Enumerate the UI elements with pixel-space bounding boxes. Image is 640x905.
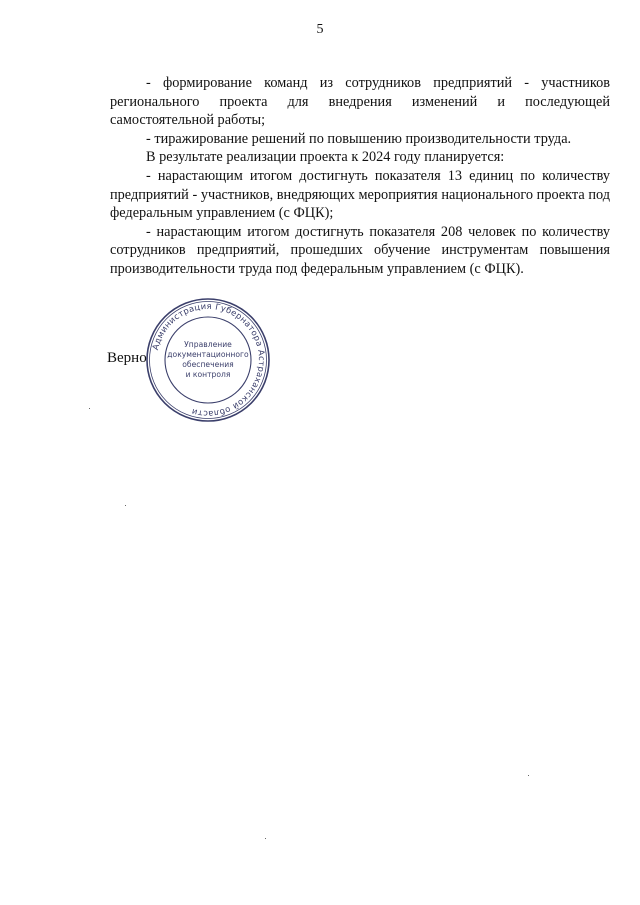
paragraph-replication: - тиражирование решений по повышению производительности труда.	[146, 130, 572, 147]
svg-text:обеспечения: обеспечения	[182, 360, 234, 369]
paragraph-enterprises-target: - нарастающим итогом достигнуть показателя 13 единиц по количеству предприятий - участников, внедряющих мероприятия национального проекта под федеральным управлением (с ФЦК);	[110, 167, 610, 222]
svg-text:Управление: Управление	[184, 340, 232, 349]
svg-text:документационного: документационного	[167, 350, 249, 359]
certified-label: Верно	[107, 350, 147, 366]
scan-speck	[125, 505, 126, 506]
svg-text:и контроля: и контроля	[185, 370, 231, 379]
scan-speck	[265, 838, 266, 839]
document-body	[110, 74, 610, 279]
official-seal	[144, 296, 272, 424]
paragraph-teams: - формирование команд из сотрудников предприятий - участников регионального проекта для внедрения изменений и последующей самостоятельной работы;	[110, 75, 610, 129]
scan-speck	[89, 408, 90, 409]
page-number: 5	[316, 22, 324, 37]
scan-speck	[528, 775, 529, 776]
paragraph-planned-results: В результате реализации проекта к 2024 году планируется:	[146, 149, 505, 166]
paragraph-employees-target: - нарастающим итогом достигнуть показателя 208 человек по количеству сотрудников предприятий, прошедших обучение инструментам повышения производительности труда под федеральным управлением (с ФЦК).	[110, 223, 610, 277]
svg-text:Администрация Губернатора Астр: Администрация Губернатора Астраханской области	[150, 300, 268, 420]
